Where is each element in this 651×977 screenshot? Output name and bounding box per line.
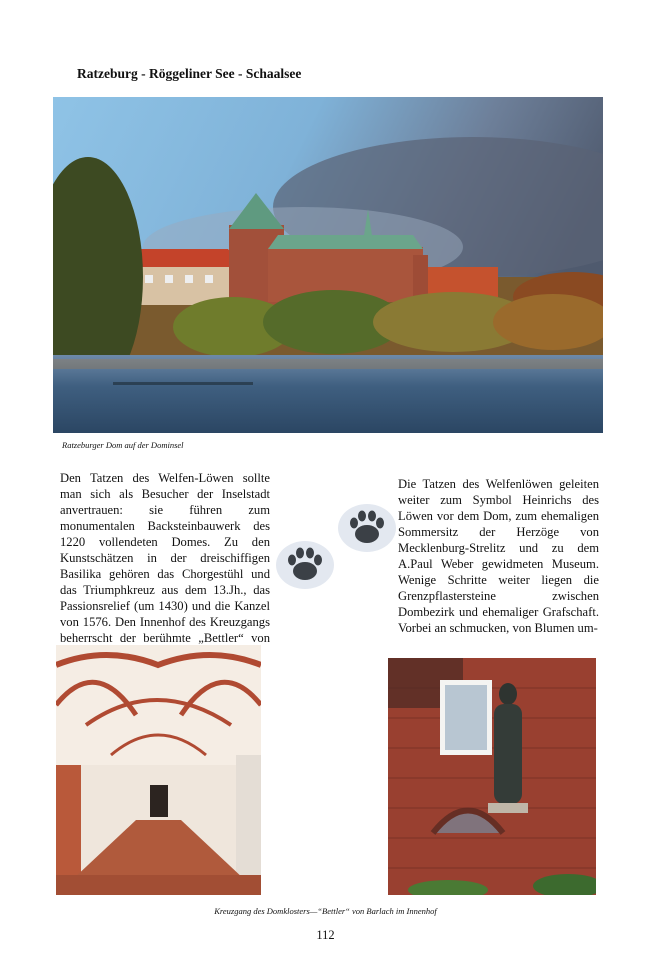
page-title: Ratzeburg - Röggeliner See - Schaalsee: [77, 66, 302, 81]
cloister-photo: [56, 645, 261, 895]
cathedral-photo: [53, 97, 603, 433]
bettler-statue-photo: [388, 658, 596, 895]
cathedral-caption: Ratzeburger Dom auf der Dominsel: [62, 440, 184, 450]
bottom-caption: Kreuzgang des Domklosters—“Bettler“ von Barlach im Innenhof: [214, 906, 437, 916]
paw-print-icon: [338, 503, 396, 553]
page-number: 112: [316, 928, 335, 942]
left-text-column: [60, 470, 270, 662]
right-text-column: [398, 476, 599, 636]
right-paragraph: Die Tatzen des Welfenlöwen geleiten weiter zum Symbol Heinrichs des Löwen vor dem Dom, zum ehemaligen Sommersitz der Herzöge von Mecklenburg-Strelitz und zu dem A.Paul Weber gewidmeten Museum. Wenige Schritte weiter liegen die Grenzpflastersteine zwischen Dombezirk und ehemaliger Grafschaft. Vorbei an schmucken, von Blumen um-: [398, 477, 599, 635]
left-paragraph: Den Tatzen des Welfen-Löwen sollte man sich als Besucher der Inselstadt anvertrauen: sie führen zum monumentalen Backsteinbauwerk des 1220 vollendeten Domes. Zu den Kunstschätzen in der dreischiffigen Basilika gehören das Chorgestühl und das Triumphkreuz aus dem 13.Jh., das Passionsrelief (um 1430) und die Kanzel von 1576. Den Innenhof des Kreuzgangs beherrscht der berühmte „Bettler“ von: [60, 471, 270, 645]
paw-print-icon: [276, 540, 334, 590]
